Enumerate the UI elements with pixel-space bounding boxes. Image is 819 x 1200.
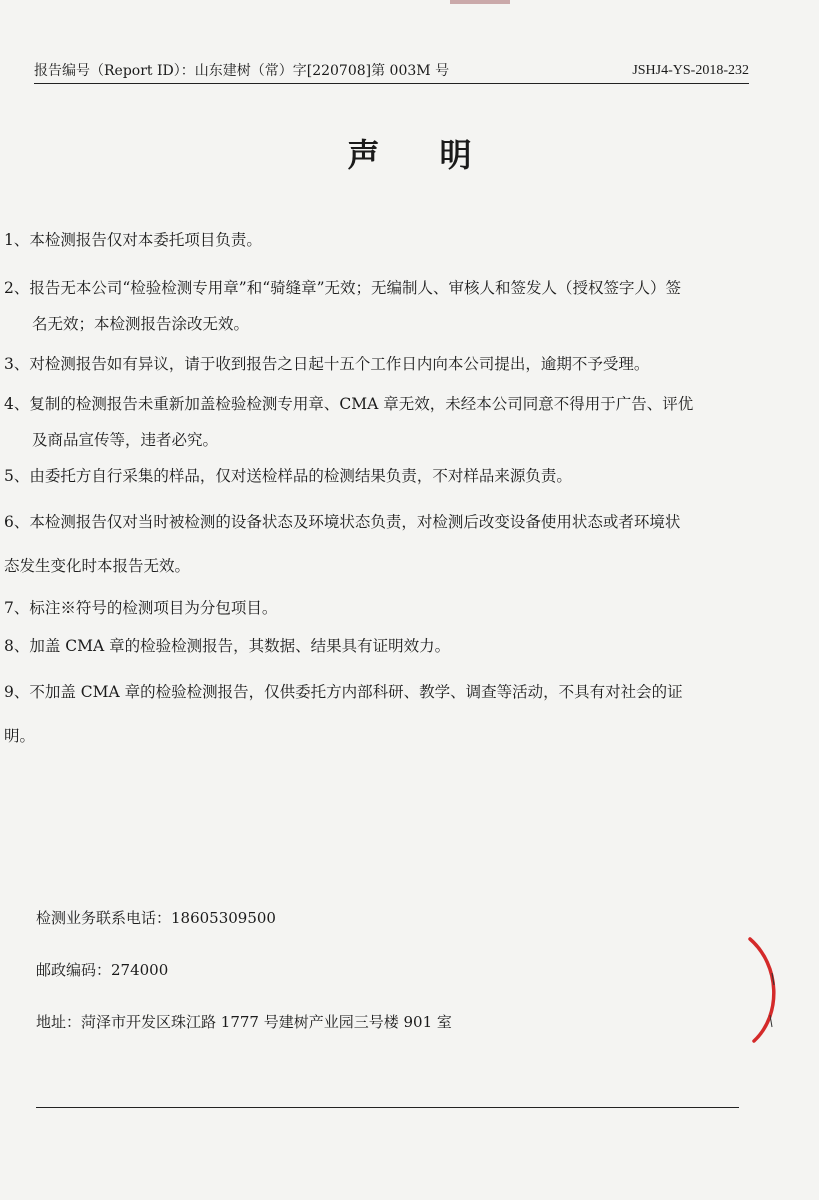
contact-postcode: 邮政编码：274000 bbox=[36, 961, 169, 979]
statement-item-3 bbox=[4, 346, 794, 382]
statement-line: 5、由委托方自行采集的样品，仅对送检样品的检测结果负责，不对样品来源负责。 bbox=[4, 467, 572, 485]
form-code: JSHJ4-YS-2018-232 bbox=[632, 63, 749, 78]
header-divider bbox=[34, 83, 749, 84]
contact-phone: 检测业务联系电话：18605309500 bbox=[36, 909, 276, 927]
seal-edge-mark bbox=[740, 935, 800, 1045]
statement-line: 9、不加盖 CMA 章的检验检测报告，仅供委托方内部科研、教学、调查等活动，不具有对社会的证 bbox=[4, 683, 683, 701]
statement-item-2 bbox=[4, 270, 794, 342]
statement-item-8 bbox=[4, 628, 794, 664]
statement-line: 4、复制的检测报告未重新加盖检验检测专用章、CMA 章无效，未经本公司同意不得用于广告、评优 bbox=[4, 395, 694, 413]
statement-line: 1、本检测报告仅对本委托项目负责。 bbox=[4, 231, 262, 249]
statement-line: 7、标注※符号的检测项目为分包项目。 bbox=[4, 599, 278, 617]
statement-line: 2、报告无本公司“检验检测专用章”和“骑缝章”无效；无编制人、审核人和签发人（授权签字人）签 bbox=[4, 279, 682, 297]
contact-address: 地址：菏泽市开发区珠江路 1777 号建树产业园三号楼 901 室 bbox=[36, 1013, 452, 1031]
statement-line-continued: 态发生变化时本报告无效。 bbox=[4, 557, 191, 575]
statement-list bbox=[4, 222, 794, 758]
statement-item-5 bbox=[4, 458, 794, 494]
statement-item-7 bbox=[4, 590, 794, 626]
footer-divider bbox=[36, 1107, 739, 1108]
statement-line-continued: 名无效；本检测报告涂改无效。 bbox=[32, 315, 250, 333]
contact-info bbox=[36, 902, 452, 1058]
statement-line-continued: 及商品宣传等，违者必究。 bbox=[32, 431, 219, 449]
statement-line-continued: 明。 bbox=[4, 727, 36, 745]
report-id: 报告编号（Report ID）：山东建树（常）字[220708]第 003M 号 bbox=[34, 63, 450, 79]
statement-line: 3、对检测报告如有异议，请于收到报告之日起十五个工作日内向本公司提出，逾期不予受理。 bbox=[4, 355, 650, 373]
statement-line: 6、本检测报告仅对当时被检测的设备状态及环境状态负责，对检测后改变设备使用状态或者环境状 bbox=[4, 513, 681, 531]
report-header bbox=[34, 59, 749, 83]
statement-item-1 bbox=[4, 222, 794, 258]
page-edge-mark bbox=[450, 0, 510, 4]
page-title: 声明 bbox=[347, 136, 532, 174]
statement-item-9 bbox=[4, 670, 794, 758]
statement-line: 8、加盖 CMA 章的检验检测报告，其数据、结果具有证明效力。 bbox=[4, 637, 451, 655]
statement-item-6 bbox=[4, 500, 794, 588]
statement-item-4 bbox=[4, 386, 794, 458]
